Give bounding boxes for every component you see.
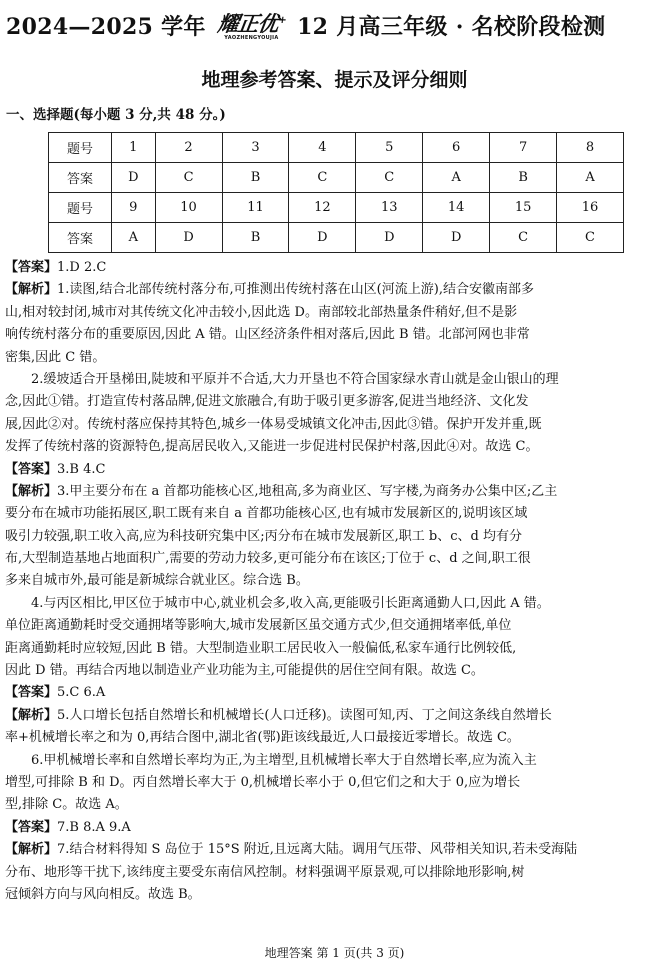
analysis-text: 5.人口增长包括自然增长和机械增长(人口迁移)。读图可知,丙、丁之间这条线自然增长: [57, 707, 552, 723]
question-number-cell: 7: [490, 133, 557, 163]
question-number-cell: 5: [356, 133, 423, 163]
explanation-content: [5, 257, 660, 906]
question-number-cell: 2: [155, 133, 222, 163]
answer-table: [48, 132, 624, 253]
answer-text: 1.D 2.C: [57, 260, 107, 275]
analysis-line: [5, 369, 660, 391]
analysis-line: [5, 794, 660, 816]
analysis-line: [5, 884, 660, 906]
question-number-cell: 12: [289, 193, 356, 223]
analysis-line: [5, 750, 660, 772]
answer-cell: A: [112, 223, 156, 253]
analysis-line: [5, 503, 660, 525]
analysis-tag: 【解析】: [5, 282, 58, 298]
answer-cell: C: [289, 163, 356, 193]
answer-cell: A: [557, 163, 624, 193]
analysis-line: [5, 548, 660, 570]
answer-line: [5, 257, 660, 279]
analysis-text: 单位距离通勤耗时受交通拥堵等影响大,城市发展新区虽交通方式少,但交通拥堵率低,单位: [5, 618, 512, 634]
analysis-line: [5, 772, 660, 794]
analysis-line: [5, 526, 660, 548]
row-label-question: 题号: [49, 133, 112, 163]
document-title: 地理参考答案、提示及评分细则: [201, 69, 468, 91]
answer-cell: C: [155, 163, 222, 193]
question-number-cell: 6: [423, 133, 490, 163]
analysis-line: [5, 660, 660, 682]
answer-cell: D: [112, 163, 156, 193]
answer-line: [5, 459, 660, 481]
answer-text: 7.B 8.A 9.A: [57, 819, 131, 835]
analysis-text: 布,大型制造基地占地面积广,需要的劳动力较多,更可能分布在该区;丁位于 c、d 之间,职工很: [5, 551, 531, 567]
brand-logo-plus: +: [277, 14, 287, 26]
question-number-cell: 10: [155, 193, 222, 223]
analysis-line: [5, 839, 660, 861]
question-number-cell: 8: [557, 133, 624, 163]
table-row-answers: [49, 163, 624, 193]
answer-tag: 【答案】: [5, 461, 58, 477]
question-number-cell: 3: [222, 133, 289, 163]
answer-cell: D: [356, 223, 423, 253]
analysis-line: [5, 436, 660, 458]
question-number-cell: 1: [112, 133, 156, 163]
analysis-text: 率+机械增长率之和为 0,再结合图中,湖北省(鄂)距该线最近,人口最接近零增长。故选 C。: [5, 730, 520, 746]
answer-cell: B: [222, 163, 289, 193]
analysis-tag: 【解析】: [5, 842, 58, 858]
analysis-line: [5, 593, 660, 615]
analysis-line: [5, 324, 660, 346]
analysis-tag: 【解析】: [5, 707, 58, 723]
answer-cell: C: [557, 223, 624, 253]
question-number-cell: 13: [356, 193, 423, 223]
question-number-cell: 9: [112, 193, 156, 223]
analysis-line: [5, 302, 660, 324]
analysis-line: [5, 727, 660, 749]
analysis-text: 型,排除 C。故选 A。: [5, 797, 128, 813]
table-row-question-numbers: [49, 193, 624, 223]
answer-line: [5, 682, 660, 704]
analysis-line: [5, 279, 660, 301]
answer-cell: C: [490, 223, 557, 253]
analysis-text: 发挥了传统村落的资源特色,提高居民收入,又能进一步促进村民保护村落,因此④对。故选 C。: [5, 439, 539, 455]
answer-cell: D: [289, 223, 356, 253]
analysis-text: 增型,可排除 B 和 D。丙自然增长率大于 0,机械增长率小于 0,但它们之和大于 0,应为增长: [5, 774, 521, 790]
analysis-text: 要分布在城市功能拓展区,职工既有来自 a 首都功能核心区,也有城市发展新区的,说明该区域: [5, 506, 528, 522]
row-label-answer: 答案: [49, 223, 112, 253]
section-heading: 一、选择题(每小题 3 分,共 48 分。): [6, 107, 226, 123]
answer-line: [5, 817, 660, 839]
brand-logo: [215, 10, 287, 41]
answer-cell: B: [222, 223, 289, 253]
analysis-line: [5, 705, 660, 727]
analysis-text: 因此 D 错。再结合丙地以制造业产业功能为主,可能提供的居住空间有限。故选 C。: [5, 663, 484, 679]
row-label-question: 题号: [49, 193, 112, 223]
analysis-line: [5, 414, 660, 436]
page-footer: 地理答案 第 1 页(共 3 页): [264, 946, 405, 960]
answer-tag: 【答案】: [5, 819, 58, 835]
answer-cell: A: [423, 163, 490, 193]
analysis-text: 响传统村落分布的重要原因,因此 A 错。山区经济条件相对落后,因此 B 错。北部河网也非常: [5, 327, 530, 343]
row-label-answer: 答案: [49, 163, 112, 193]
analysis-text: 4.与丙区相比,甲区位于城市中心,就业机会多,收入高,更能吸引长距离通勤人口,因此 A 错。: [31, 595, 550, 611]
answer-text: 3.B 4.C: [57, 461, 106, 477]
analysis-text: 念,因此①错。打造宣传村落品牌,促进文旅融合,有助于吸引更多游客,促进当地经济、文化发: [5, 394, 529, 410]
answer-cell: C: [356, 163, 423, 193]
analysis-tag: 【解析】: [5, 483, 58, 499]
answer-cell: D: [155, 223, 222, 253]
analysis-text: 距离通勤耗时应较短,因此 B 错。大型制造业职工居民收入一般偏低,私家车通行比例较低,: [5, 640, 517, 656]
question-number-cell: 4: [289, 133, 356, 163]
question-number-cell: 14: [423, 193, 490, 223]
answer-cell: B: [490, 163, 557, 193]
analysis-line: [5, 570, 660, 592]
analysis-line: [5, 481, 660, 503]
analysis-text: 2.缓坡适合开垦梯田,陡坡和平原并不合适,大力开垦也不符合国家绿水青山就是金山银山的理: [31, 371, 559, 387]
answer-tag: 【答案】: [5, 685, 58, 701]
answer-tag: 【答案】: [5, 260, 58, 275]
analysis-text: 3.甲主要分布在 a 首都功能核心区,地租高,多为商业区、写字楼,为商务办公集中区;乙主: [57, 483, 558, 499]
brand-logo-subtext: YAOZHENGYOUJIA: [224, 34, 279, 41]
table-row-answers: [49, 223, 624, 253]
analysis-line: [5, 615, 660, 637]
analysis-text: 山,相对较封闭,城市对其传统文化冲击较小,因此选 D。南部较北部热量条件稍好,但不是影: [5, 304, 518, 320]
school-year: 2024—2025 学年: [6, 14, 206, 40]
table-row-question-numbers: [49, 133, 624, 163]
question-number-cell: 15: [490, 193, 557, 223]
analysis-text: 6.甲机械增长率和自然增长率均为正,为主增型,且机械增长率大于自然增长率,应为流入主: [31, 752, 537, 768]
analysis-line: [5, 347, 660, 369]
brand-logo-text: 耀正优: [215, 11, 280, 36]
analysis-text: 展,因此②对。传统村落应保持其特色,城乡一体易受城镇文化冲击,因此③错。保护开发并重,既: [5, 416, 542, 432]
analysis-text: 多来自城市外,最可能是新城综合就业区。综合选 B。: [5, 573, 309, 589]
analysis-text: 1.读图,结合北部传统村落分布,可推测出传统村落在山区(河流上游),结合安徽南部多: [57, 282, 534, 298]
question-number-cell: 11: [222, 193, 289, 223]
exam-title: 12 月高三年级 · 名校阶段检测: [297, 14, 606, 40]
analysis-text: 吸引力较强,职工收入高,应为科技研究集中区;丙分布在城市发展新区,职工 b、c、d 均有分: [5, 528, 522, 544]
analysis-line: [5, 391, 660, 413]
answer-cell: D: [423, 223, 490, 253]
analysis-text: 7.结合材料得知 S 岛位于 15°S 附近,且远离大陆。调用气压带、风带相关知识,若未受海陆: [57, 842, 578, 858]
analysis-line: [5, 862, 660, 884]
question-number-cell: 16: [557, 193, 624, 223]
answer-text: 5.C 6.A: [57, 685, 106, 701]
analysis-text: 分布、地形等干扰下,该纬度主要受东南信风控制。材料强调平原景观,可以排除地形影响,树: [5, 864, 525, 880]
analysis-text: 冠倾斜方向与风向相反。故选 B。: [5, 886, 201, 902]
analysis-text: 密集,因此 C 错。: [5, 349, 106, 365]
header-title: [6, 10, 666, 44]
analysis-line: [5, 638, 660, 660]
